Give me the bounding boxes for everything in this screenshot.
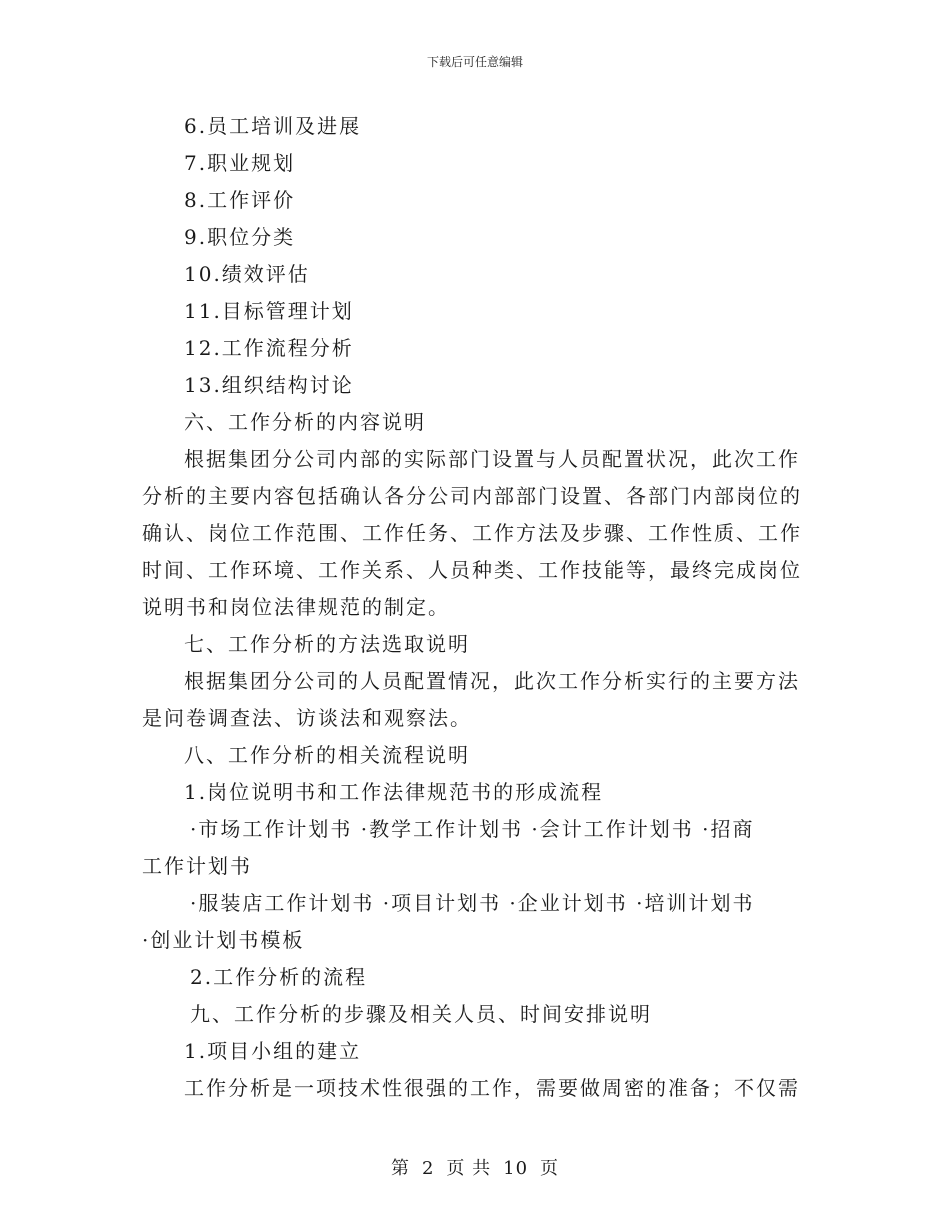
text-line: 分析的主要内容包括确认各分公司内部部门设置、各部门内部岗位的: [142, 484, 802, 508]
text-line: 12.工作流程分析: [184, 336, 354, 360]
text-line: 工作计划书: [142, 854, 252, 878]
text-line: 确认、岗位工作范围、工作任务、工作方法及步骤、工作性质、工作: [142, 521, 802, 545]
text-line: 九、工作分析的步骤及相关人员、时间安排说明: [190, 1002, 652, 1026]
text-line: ·服装店工作计划书 ·项目计划书 ·企业计划书 ·培训计划书: [190, 891, 755, 915]
text-line: 13.组织结构讨论: [184, 373, 354, 397]
document-body: [142, 108, 812, 1107]
text-line: 10.绩效评估: [184, 262, 310, 286]
footer-page-number: 2: [421, 1158, 435, 1179]
text-line: 8.工作评价: [184, 188, 296, 212]
footer-total-pages: 10: [503, 1158, 529, 1179]
text-line: ·创业计划书模板: [142, 928, 305, 952]
footer-mid: 页 共: [446, 1158, 492, 1179]
text-line: 11.目标管理计划: [184, 299, 354, 323]
text-line: 1.项目小组的建立: [184, 1039, 362, 1063]
footer-suffix: 页: [540, 1158, 560, 1179]
text-line: 根据集团分公司的人员配置情况，此次工作分析实行的主要方法: [184, 669, 800, 693]
text-line: 7.职业规划: [184, 151, 296, 175]
text-line: 是问卷调查法、访谈法和观察法。: [142, 706, 472, 730]
text-line: 六、工作分析的内容说明: [184, 410, 426, 434]
text-line: ·市场工作计划书 ·教学工作计划书 ·会计工作计划书 ·招商: [190, 817, 755, 841]
page-header: 下载后可任意编辑: [426, 55, 523, 69]
text-line: 9.职位分类: [184, 225, 296, 249]
text-line: 时间、工作环境、工作关系、人员种类、工作技能等，最终完成岗位: [142, 558, 802, 582]
text-line: 1.岗位说明书和工作法律规范书的形成流程: [184, 780, 604, 804]
text-line: 2.工作分析的流程: [190, 965, 368, 989]
footer-prefix: 第: [390, 1158, 410, 1179]
page-footer: [0, 1154, 950, 1180]
text-line: 七、工作分析的方法选取说明: [184, 632, 470, 656]
text-line: 6.员工培训及进展: [184, 114, 362, 138]
text-line: 根据集团分公司内部的实际部门设置与人员配置状况，此次工作: [184, 447, 800, 471]
text-line: 工作分析是一项技术性很强的工作，需要做周密的准备；不仅需: [184, 1076, 800, 1100]
text-line: 八、工作分析的相关流程说明: [184, 743, 470, 767]
text-line: 说明书和岗位法律规范的制定。: [142, 595, 450, 619]
